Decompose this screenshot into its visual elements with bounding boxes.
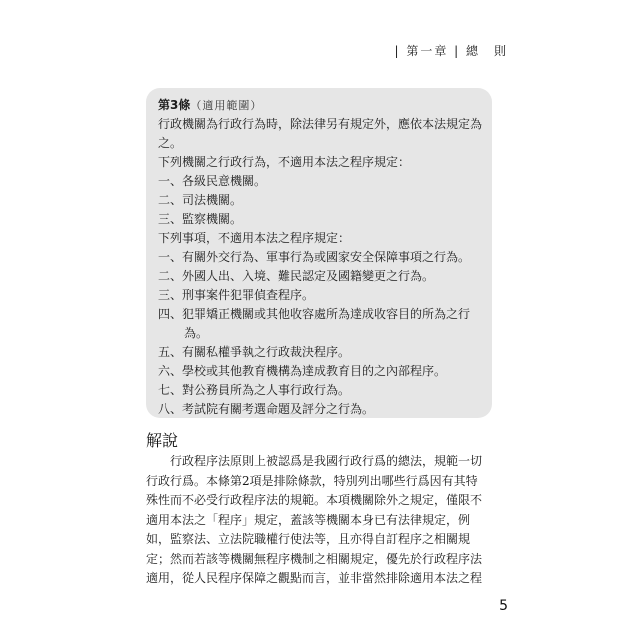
explanation-line: 行政程序法原則上被認爲是我國行政行爲的總法，規範一切 (170, 454, 483, 468)
article-line: 下列事項，不適用本法之程序規定： (158, 231, 351, 245)
article-line: 為。 (184, 326, 209, 340)
explanation-title: 解說 (146, 431, 179, 450)
article-line: 三、刑事案件犯罪偵查程序。 (158, 288, 315, 302)
explanation-line: 行政行爲。本條第2項是排除條款，特別列出哪些行爲因有其特 (146, 473, 478, 488)
article-line: 三、監察機關。 (158, 212, 243, 226)
article-line: 六、學校或其他教育機構為達成教育目的之內部程序。 (158, 364, 447, 378)
explanation-line: 如，監察法、立法院職權行使法等，且亦得自訂程序之相關規 (146, 532, 471, 546)
explanation-line: 適用，從人民程序保障之觀點而言，並非當然排除適用本法之程 (146, 571, 483, 585)
article-heading-line (158, 96, 484, 115)
explanation-line: 定；然而若該等機關無程序機制之相關規定，優先於行政程序法 (146, 551, 483, 566)
article-subtitle: （適用範圍） (190, 99, 263, 112)
article-line: 七、對公務員所為之人事行政行為。 (158, 383, 351, 397)
article-line: 行政機關為行政行為時，除法律另有規定外，應依本法規定為 (158, 117, 483, 131)
article-line: 下列機關之行政行為，不適用本法之程序規定： (158, 155, 411, 169)
article-content (158, 96, 484, 419)
article-box (146, 88, 492, 418)
article-line: 八、考試院有關考選命題及評分之行為。 (158, 402, 375, 416)
article-line: 五、有關私權爭執之行政裁決程序。 (158, 345, 351, 359)
article-number: 第3條 (158, 98, 191, 112)
explanation-line: 適用本法之「程序」規定，蓋該等機關本身已有法律規定，例 (146, 512, 471, 527)
article-line: 之。 (158, 136, 183, 150)
explanation-line: 殊性而不必受行政程序法的規範。本項機關除外之規定，僅限不 (146, 493, 483, 507)
article-line: 二、司法機關。 (158, 193, 243, 207)
running-header: | 第一章 | 總 則 (394, 44, 508, 58)
explanation-section (146, 430, 492, 589)
page-number: 5 (499, 598, 508, 614)
article-line: 一、各級民意機關。 (158, 174, 267, 188)
article-line: 一、有關外交行為、軍事行為或國家安全保障事項之行為。 (158, 250, 471, 264)
article-line: 二、外國人出、入境、難民認定及國籍變更之行為。 (158, 269, 435, 283)
article-line: 四、犯罪矯正機關或其他收容處所為達成收容目的所為之行 (158, 307, 471, 321)
